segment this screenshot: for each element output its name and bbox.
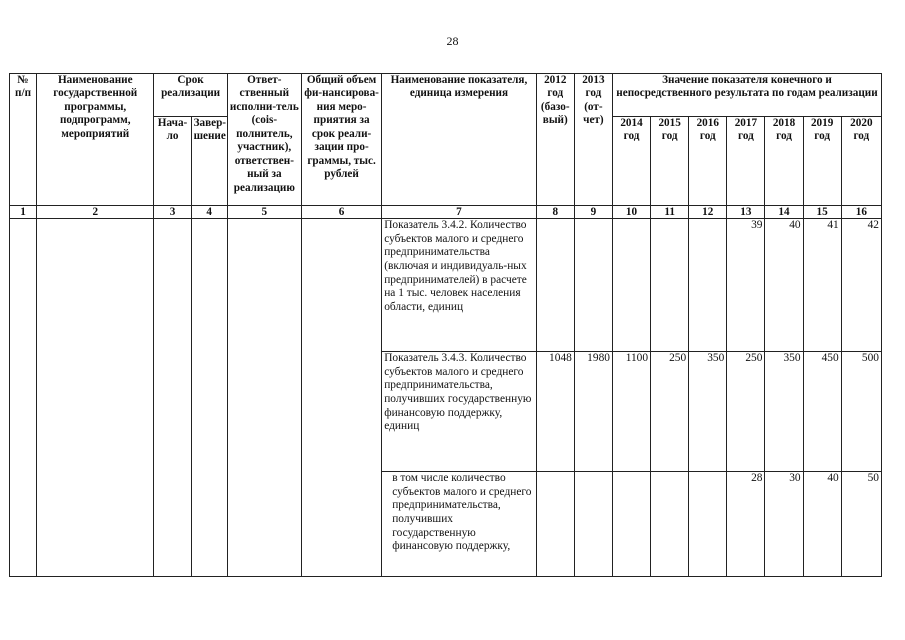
header-financing: Общий объем фи-нансирова-ния меро-приятия за срок реали-зации про-граммы, тыс. рублей	[301, 74, 381, 206]
column-number: 5	[227, 206, 301, 219]
value-2019: 450	[803, 352, 841, 472]
value-2020: 50	[841, 472, 881, 577]
cell-program-name	[37, 219, 154, 577]
column-number: 13	[727, 206, 765, 219]
column-number: 12	[689, 206, 727, 219]
header-year-2017: 2017 год	[727, 117, 765, 206]
page-number: 28	[446, 34, 459, 48]
cell-number	[10, 219, 37, 577]
header-year-2019: 2019 год	[803, 117, 841, 206]
header-2013: 2013 год (от-чет)	[574, 74, 612, 206]
value-2019: 41	[803, 219, 841, 352]
header-2012: 2012 год (базо-вый)	[536, 74, 574, 206]
value-2018: 30	[765, 472, 803, 577]
cell-term-start	[154, 219, 191, 577]
value-2016: 350	[689, 352, 727, 472]
value-2018: 40	[765, 219, 803, 352]
column-number: 16	[841, 206, 881, 219]
value-2020: 500	[841, 352, 881, 472]
column-number: 14	[765, 206, 803, 219]
column-number: 4	[191, 206, 227, 219]
header-year-2014: 2014 год	[612, 117, 650, 206]
column-number: 3	[154, 206, 191, 219]
column-number: 1	[10, 206, 37, 219]
header-term: Срок реализации	[154, 74, 227, 117]
table-row	[10, 219, 882, 352]
indicator-name: в том числе количество субъектов малого и среднего предпринимательства, получивших государственную финансовую поддержку,	[382, 472, 537, 577]
value-2013: 1980	[574, 352, 612, 472]
value-2017: 28	[727, 472, 765, 577]
header-year-2015: 2015 год	[651, 117, 689, 206]
value-2014	[612, 472, 650, 577]
column-number: 7	[382, 206, 537, 219]
column-number: 8	[536, 206, 574, 219]
header-values: Значение показателя конечного и непосредственного результата по годам реализации	[612, 74, 881, 117]
cell-term-end	[191, 219, 227, 577]
column-number: 2	[37, 206, 154, 219]
indicator-table	[9, 73, 882, 577]
header-number: № п/п	[10, 74, 37, 206]
cell-responsible	[227, 219, 301, 577]
header-term-end: Завер-шение	[191, 117, 227, 206]
header-year-2020: 2020 год	[841, 117, 881, 206]
value-2017: 39	[727, 219, 765, 352]
value-2014	[612, 219, 650, 352]
header-responsible: Ответ-ственный исполни-тель (сois-полнитель, участник), ответствен-ный за реализацию	[227, 74, 301, 206]
value-2018: 350	[765, 352, 803, 472]
value-2020: 42	[841, 219, 881, 352]
column-number: 10	[612, 206, 650, 219]
value-2016	[689, 472, 727, 577]
header-indicator-name: Наименование показателя, единица измерения	[382, 74, 537, 206]
value-2015	[651, 472, 689, 577]
value-2012	[536, 219, 574, 352]
indicator-name: Показатель 3.4.2. Количество субъектов малого и среднего предпринимательства (включая и индивидуаль-ных предпринимателей) в расчете на 1 тыс. человек населения области, единиц	[382, 219, 537, 352]
value-2014: 1100	[612, 352, 650, 472]
value-2016	[689, 219, 727, 352]
header-year-2018: 2018 год	[765, 117, 803, 206]
column-number-row	[10, 206, 882, 219]
value-2015	[651, 219, 689, 352]
cell-financing	[301, 219, 381, 577]
header-program-name: Наименование государственной программы, подпрограмм, мероприятий	[37, 74, 154, 206]
column-number: 15	[803, 206, 841, 219]
column-number: 11	[651, 206, 689, 219]
value-2015: 250	[651, 352, 689, 472]
value-2013	[574, 219, 612, 352]
header-term-start: Нача-ло	[154, 117, 191, 206]
column-number: 6	[301, 206, 381, 219]
header-year-2016: 2016 год	[689, 117, 727, 206]
value-2012: 1048	[536, 352, 574, 472]
value-2012	[536, 472, 574, 577]
indicator-name: Показатель 3.4.3. Количество субъектов малого и среднего предпринимательства, получивших государственную финансовую поддержку, единиц	[382, 352, 537, 472]
value-2017: 250	[727, 352, 765, 472]
value-2013	[574, 472, 612, 577]
value-2019: 40	[803, 472, 841, 577]
column-number: 9	[574, 206, 612, 219]
